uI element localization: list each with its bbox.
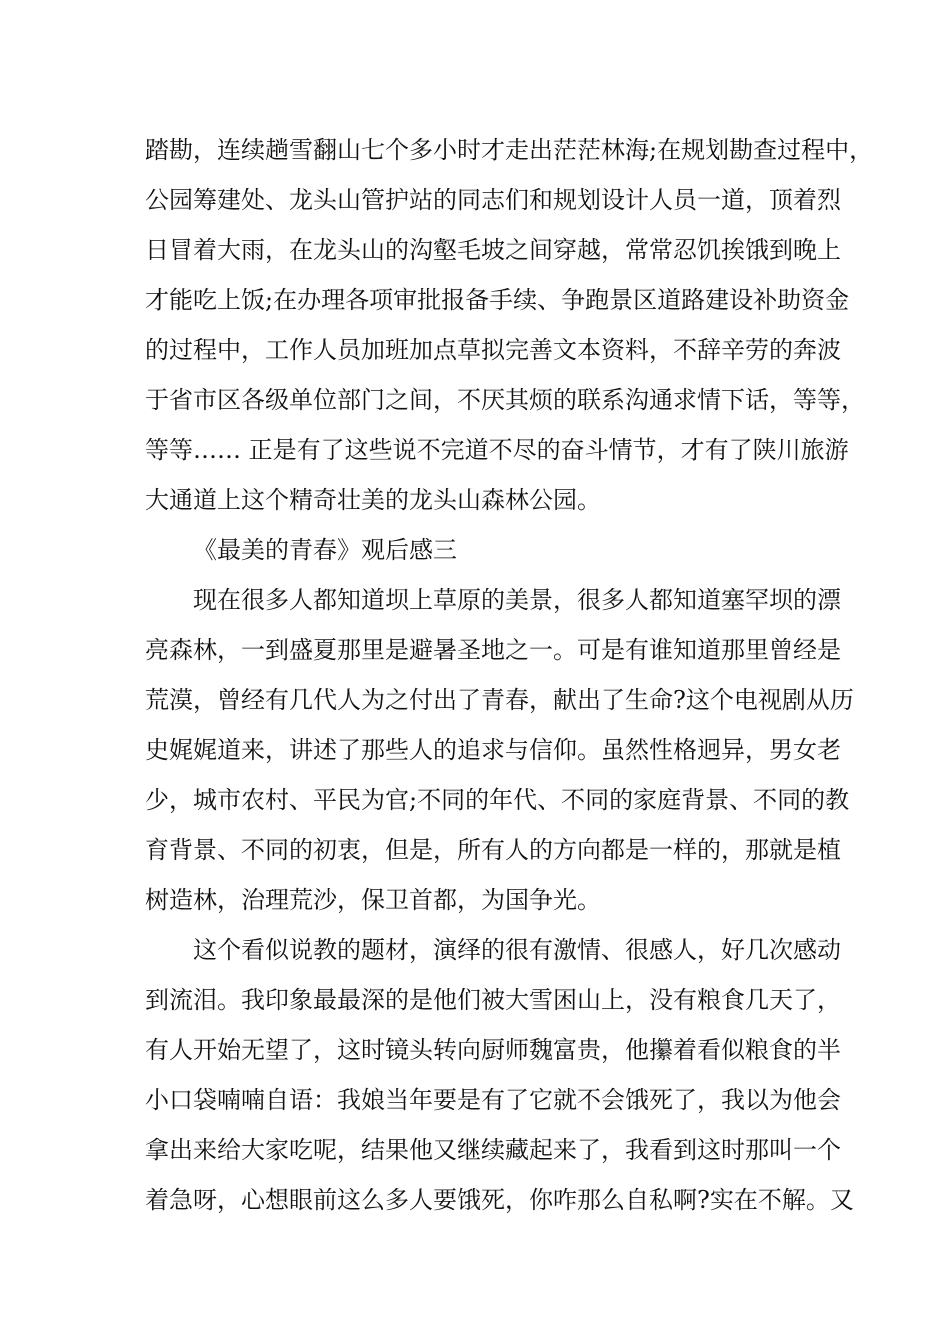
- text-line: 育背景、不同的初衷，但是，所有人的方向都是一样的，那就是植: [145, 836, 841, 864]
- text-line: 少，城市农村、平民为官;不同的年代、不同的家庭背景、不同的教: [145, 786, 850, 814]
- text-line: 到流泪。我印象最最深的是他们被大雪困山上，没有粮食几天了，: [145, 986, 841, 1014]
- text-line: 有人开始无望了，这时镜头转向厨师魏富贵，他攥着看似粮食的半: [145, 1036, 841, 1064]
- text-line: 着急呀，心想眼前这么多人要饿死，你咋那么自私啊?实在不解。又: [145, 1186, 854, 1214]
- text-line: 史娓娓道来，讲述了那些人的追求与信仰。虽然性格迥异，男女老: [145, 736, 841, 764]
- paragraph-first-line: 现在很多人都知道坝上草原的美景，很多人都知道塞罕坝的漂: [193, 586, 841, 614]
- text-line: 踏勘，连续趟雪翻山七个多小时才走出茫茫林海;在规划勘查过程中，: [145, 136, 874, 164]
- text-line: 拿出来给大家吃呢，结果他又继续藏起来了，我看到这时那叫一个: [145, 1136, 841, 1164]
- paragraph-first-line: 这个看似说教的题材，演绎的很有激情、很感人，好几次感动: [193, 936, 841, 964]
- text-line: 的过程中，工作人员加班加点草拟完善文本资料，不辞辛劳的奔波: [145, 336, 841, 364]
- section-heading: 《最美的青春》观后感三: [193, 536, 457, 564]
- text-line: 亮森林，一到盛夏那里是避暑圣地之一。可是有谁知道那里曾经是: [145, 636, 841, 664]
- text-line: 小口袋喃喃自语：我娘当年要是有了它就不会饿死了，我以为他会: [145, 1086, 841, 1114]
- text-line: 大通道上这个精奇壮美的龙头山森林公园。: [145, 486, 601, 514]
- text-line: 树造林，治理荒沙，保卫首都，为国争光。: [145, 886, 601, 914]
- text-line: 荒漠，曾经有几代人为之付出了青春，献出了生命?这个电视剧从历: [145, 686, 854, 714]
- text-line: 才能吃上饭;在办理各项审批报备手续、争跑景区道路建设补助资金: [145, 286, 850, 314]
- text-line: 于省市区各级单位部门之间，不厌其烦的联系沟通求情下话，等等，: [145, 386, 865, 414]
- text-line: 公园筹建处、龙头山管护站的同志们和规划设计人员一道，顶着烈: [145, 186, 841, 214]
- text-line: 等等…… 正是有了这些说不完道不尽的奋斗情节，才有了陕川旅游: [145, 436, 849, 464]
- text-line: 日冒着大雨，在龙头山的沟壑毛坡之间穿越，常常忍饥挨饿到晚上: [145, 236, 841, 264]
